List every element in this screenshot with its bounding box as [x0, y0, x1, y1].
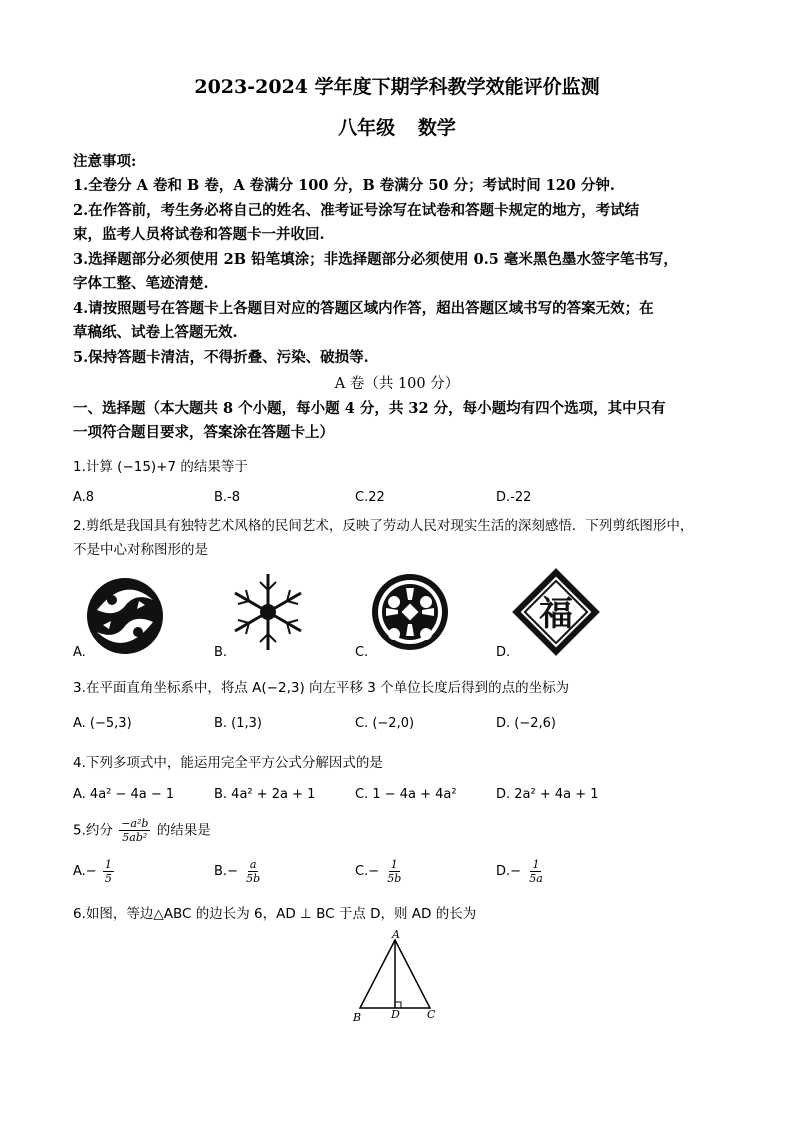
q5-option-c-sign: −: [368, 864, 380, 879]
q5-option-c-num: 1: [390, 858, 398, 871]
q5-option-b-den: 5b: [246, 872, 261, 885]
q2-option-b[interactable]: B.: [214, 645, 228, 660]
q4-option-d[interactable]: D. 2a² + 4a + 1: [496, 787, 599, 802]
note-line: 4.请按照题号在答题卡上各题目对应的答题区域内作答，超出答题区域书写的答案无效；在: [73, 300, 654, 317]
q5-option-d-sign: −: [510, 864, 522, 879]
subject-label: 数学: [417, 117, 456, 139]
q1-option-a[interactable]: A.8: [73, 490, 95, 505]
papercut-b-image: [226, 570, 310, 654]
q5-option-a-label: A.: [73, 864, 86, 879]
triangle-figure: [345, 928, 445, 1028]
q2-option-c[interactable]: C.: [355, 645, 369, 660]
question-4-stem: 4.下列多项式中，能运用完全平方公式分解因式的是: [73, 755, 383, 771]
label-c: C: [427, 1008, 436, 1021]
label-d: D: [391, 1008, 400, 1021]
q5-option-c-den: 5b: [387, 872, 402, 885]
q3-option-b[interactable]: B. (1,3): [214, 716, 263, 731]
label-a: A: [392, 928, 400, 941]
section-a-title: A 卷（共 100 分）: [334, 376, 460, 392]
label-b: B: [353, 1011, 362, 1024]
q5-option-a[interactable]: [73, 858, 116, 885]
q5-option-b-label: B.: [214, 864, 228, 879]
notes-heading: 注意事项:: [73, 153, 137, 170]
exam-subtitle: [0, 113, 794, 140]
note-line: 草稿纸、试卷上答题无效.: [73, 324, 238, 341]
q5-fraction: [119, 817, 150, 844]
papercut-a-image: [85, 570, 165, 662]
q1-option-c[interactable]: C.22: [355, 490, 385, 505]
q4-option-a[interactable]: A. 4a² − 4a − 1: [73, 787, 175, 802]
note-line: 2.在作答前，考生务必将自己的姓名、准考证号涂写在试卷和答题卡规定的地方，考试结: [73, 202, 640, 219]
q5-option-b[interactable]: [214, 858, 264, 885]
q5-option-c[interactable]: [355, 858, 405, 885]
q5-option-d-den: 5a: [529, 872, 543, 885]
q5-option-b-num: a: [249, 858, 257, 871]
grade-label: 八年级: [338, 117, 396, 139]
q5-option-d[interactable]: [496, 858, 547, 885]
q5-option-d-label: D.: [496, 864, 511, 879]
question-6-stem: 6.如图，等边△ABC 的边长为 6，AD ⊥ BC 于点 D，则 AD 的长为: [73, 906, 477, 922]
q5-option-a-num: 1: [104, 858, 112, 871]
question-2-stem-cont: 不是中心对称图形的是: [73, 542, 208, 558]
q5-option-d-num: 1: [532, 858, 540, 871]
q3-option-c[interactable]: C. (−2,0): [355, 716, 415, 731]
fu-character: 福: [539, 594, 573, 634]
q5-option-c-label: C.: [355, 864, 369, 879]
papercut-d-image: [512, 568, 600, 656]
q2-option-a[interactable]: A.: [73, 645, 86, 660]
exam-title: 2023-2024 学年度下期学科教学效能评价监测: [194, 76, 600, 98]
q5-option-a-sign: −: [85, 864, 97, 879]
q1-option-b[interactable]: B.-8: [214, 490, 241, 505]
note-line: 3.选择题部分必须使用 2B 铅笔填涂；非选择题部分必须使用 0.5 毫米黑色墨水签字笔书写，: [73, 251, 678, 268]
q3-option-a[interactable]: A. (−5,3): [73, 716, 132, 731]
note-line: 束，监考人员将试卷和答题卡一并收回.: [73, 226, 325, 243]
part1-heading-cont: 一项符合题目要求，答案涂在答题卡上）: [73, 424, 334, 441]
papercut-c-image: [368, 570, 452, 654]
note-line: 字体工整、笔迹清楚.: [73, 275, 209, 292]
note-line: 5.保持答题卡清洁，不得折叠、污染、破损等.: [73, 349, 369, 366]
q3-option-d[interactable]: D. (−2,6): [496, 716, 556, 731]
question-2-stem: 2.剪纸是我国具有独特艺术风格的民间艺术，反映了劳动人民对现实生活的深刻感悟．下列剪纸图形中，: [73, 518, 694, 534]
q4-option-b[interactable]: B. 4a² + 2a + 1: [214, 787, 316, 802]
q5-stem-prefix: 5.约分: [73, 822, 113, 839]
part1-heading: 一、选择题（本大题共 8 个小题，每小题 4 分，共 32 分，每小题均有四个选项，其中只有: [73, 400, 666, 417]
question-1-stem: 1.计算 (−15)+7 的结果等于: [73, 459, 248, 475]
q5-option-a-den: 5: [104, 872, 112, 885]
q4-option-c[interactable]: C. 1 − 4a + 4a²: [355, 787, 457, 802]
q1-option-d[interactable]: D.-22: [496, 490, 532, 505]
q2-option-d[interactable]: D.: [496, 645, 511, 660]
question-5-stem: [73, 817, 211, 844]
q5-option-b-sign: −: [227, 864, 238, 879]
q5-fraction-numerator: −a²b: [121, 817, 149, 830]
q5-fraction-denominator: 5ab²: [122, 831, 148, 844]
q5-stem-suffix: 的结果是: [156, 822, 211, 839]
question-3-stem: 3.在平面直角坐标系中，将点 A(−2,3) 向左平移 3 个单位长度后得到的点的坐标为: [73, 680, 570, 696]
note-line: 1.全卷分 A 卷和 B 卷，A 卷满分 100 分，B 卷满分 50 分；考试时间 120 分钟.: [73, 177, 615, 194]
